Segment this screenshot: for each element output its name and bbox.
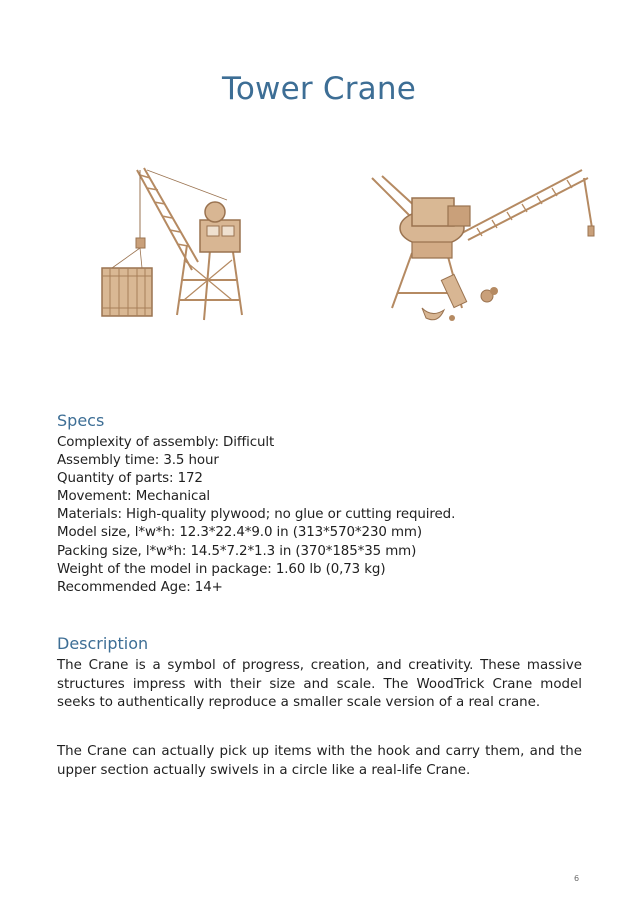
spec-item-complexity: Complexity of assembly: Difficult <box>57 435 275 450</box>
specs-heading: Specs <box>57 411 105 431</box>
spec-item-materials: Materials: High-quality plywood; no glue or cutting required. <box>57 507 456 523</box>
spec-item-movement: Movement: Mechanical <box>57 489 211 505</box>
spec-item-assembly-time: Assembly time: 3.5 hour <box>57 453 219 469</box>
description-paragraph: The Crane can actually pick up items with the hook and carry them, and the upper section actually swivels in a circle like a real-life Crane. <box>57 744 582 778</box>
spec-item-model-size: Model size, l*w*h: 12.3*22.4*9.0 in (313*570*230 mm) <box>57 525 422 541</box>
spec-item-quantity-of-parts: Quantity of parts: 172 <box>57 471 203 487</box>
specs-list <box>57 434 597 597</box>
crane-illustration-right <box>352 158 596 336</box>
spec-item-packing-size: Packing size, l*w*h: 14.5*7.2*1.3 in (370*185*35 mm) <box>57 543 417 559</box>
crane-illustration-left <box>92 150 292 330</box>
description-paragraph: The Crane is a symbol of progress, creation, and creativity. These massive structures impress with their size and scale. The WoodTrick Crane model seeks to authentically reproduce a smaller scale version of a real crane. <box>57 658 582 711</box>
page-title: Tower Crane <box>222 70 416 107</box>
spec-item-weight: Weight of the model in package: 1.60 lb (0,73 kg) <box>57 561 386 577</box>
crane-photo-left <box>92 150 292 330</box>
page-number: 6 <box>574 874 580 883</box>
description-heading: Description <box>57 634 149 654</box>
spec-item-recommended-age: Recommended Age: 14+ <box>57 579 223 595</box>
crane-photo-right <box>352 158 596 336</box>
